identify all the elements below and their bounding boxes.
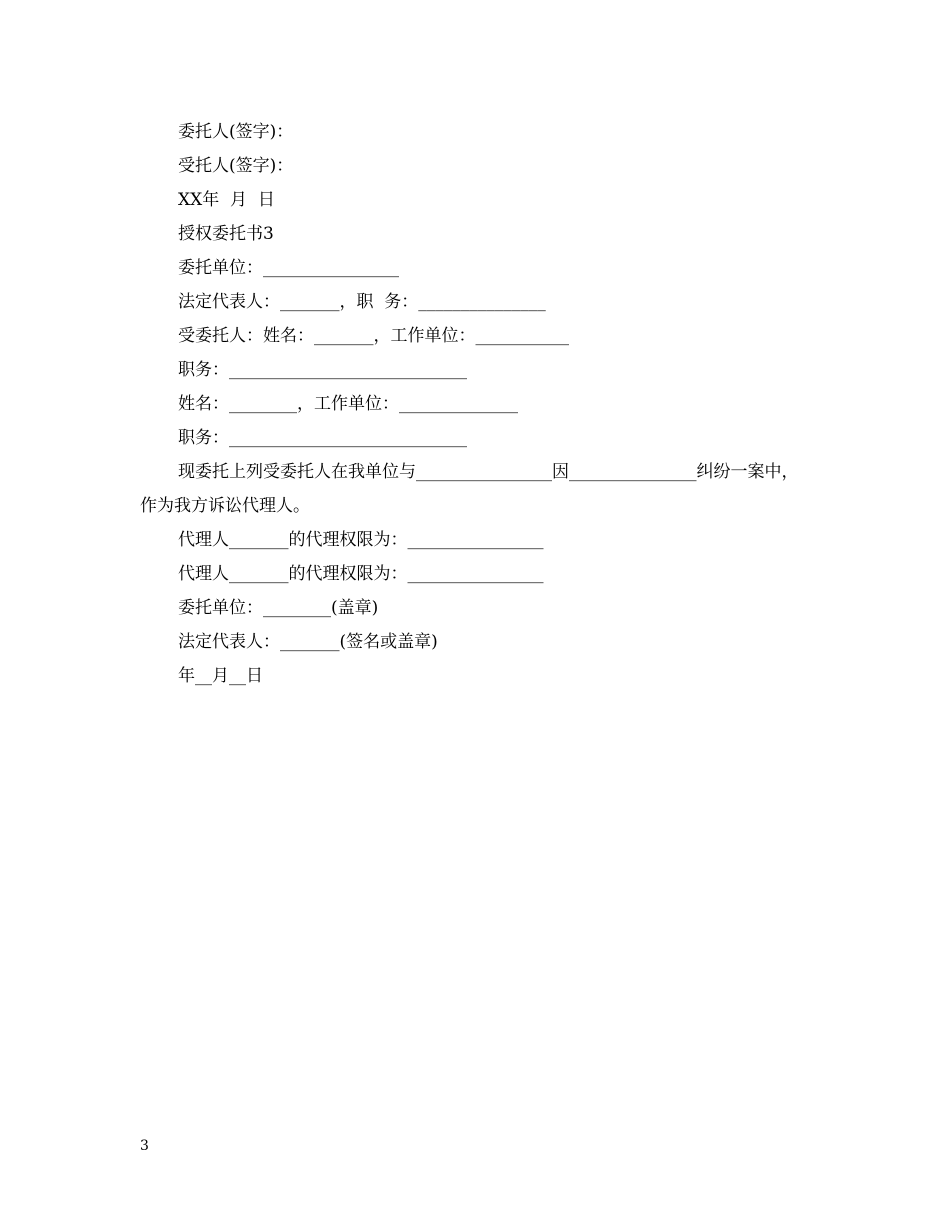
name-workplace-line: 姓名：________，工作单位：______________ — [178, 394, 518, 414]
legal-representative-signature-line: 法定代表人：_______(签名或盖章) — [178, 632, 438, 652]
entrustment-paragraph: 现委托上列受委托人在我单位与________________因_______________纠纷一案中，作为我方诉讼代理人。 — [140, 462, 799, 516]
date-line: XX年 月 日 — [178, 190, 275, 210]
signing-date-line: 年__月__日 — [178, 666, 263, 686]
page-number: 3 — [140, 1138, 149, 1154]
agent-authority-line-2: 代理人_______的代理权限为：________________ — [178, 564, 544, 584]
document-body — [140, 115, 820, 693]
position-line: 职务：____________________________ — [178, 360, 467, 380]
legal-representative-line: 法定代表人：_______，职 务：_______________ — [178, 292, 546, 312]
agent-authority-line: 代理人_______的代理权限为：________________ — [178, 530, 544, 550]
entrusted-person-line: 受委托人：姓名：_______，工作单位：___________ — [178, 326, 569, 346]
agent-signature-line: 受托人(签字)： — [178, 156, 294, 176]
entrusting-unit-seal-line: 委托单位：________(盖章) — [178, 598, 379, 618]
position-line-2: 职务：____________________________ — [178, 428, 467, 448]
entrusting-unit-line: 委托单位：________________ — [178, 258, 399, 278]
section-title: 授权委托书3 — [178, 224, 274, 244]
principal-signature-line: 委托人(签字)： — [178, 122, 294, 142]
